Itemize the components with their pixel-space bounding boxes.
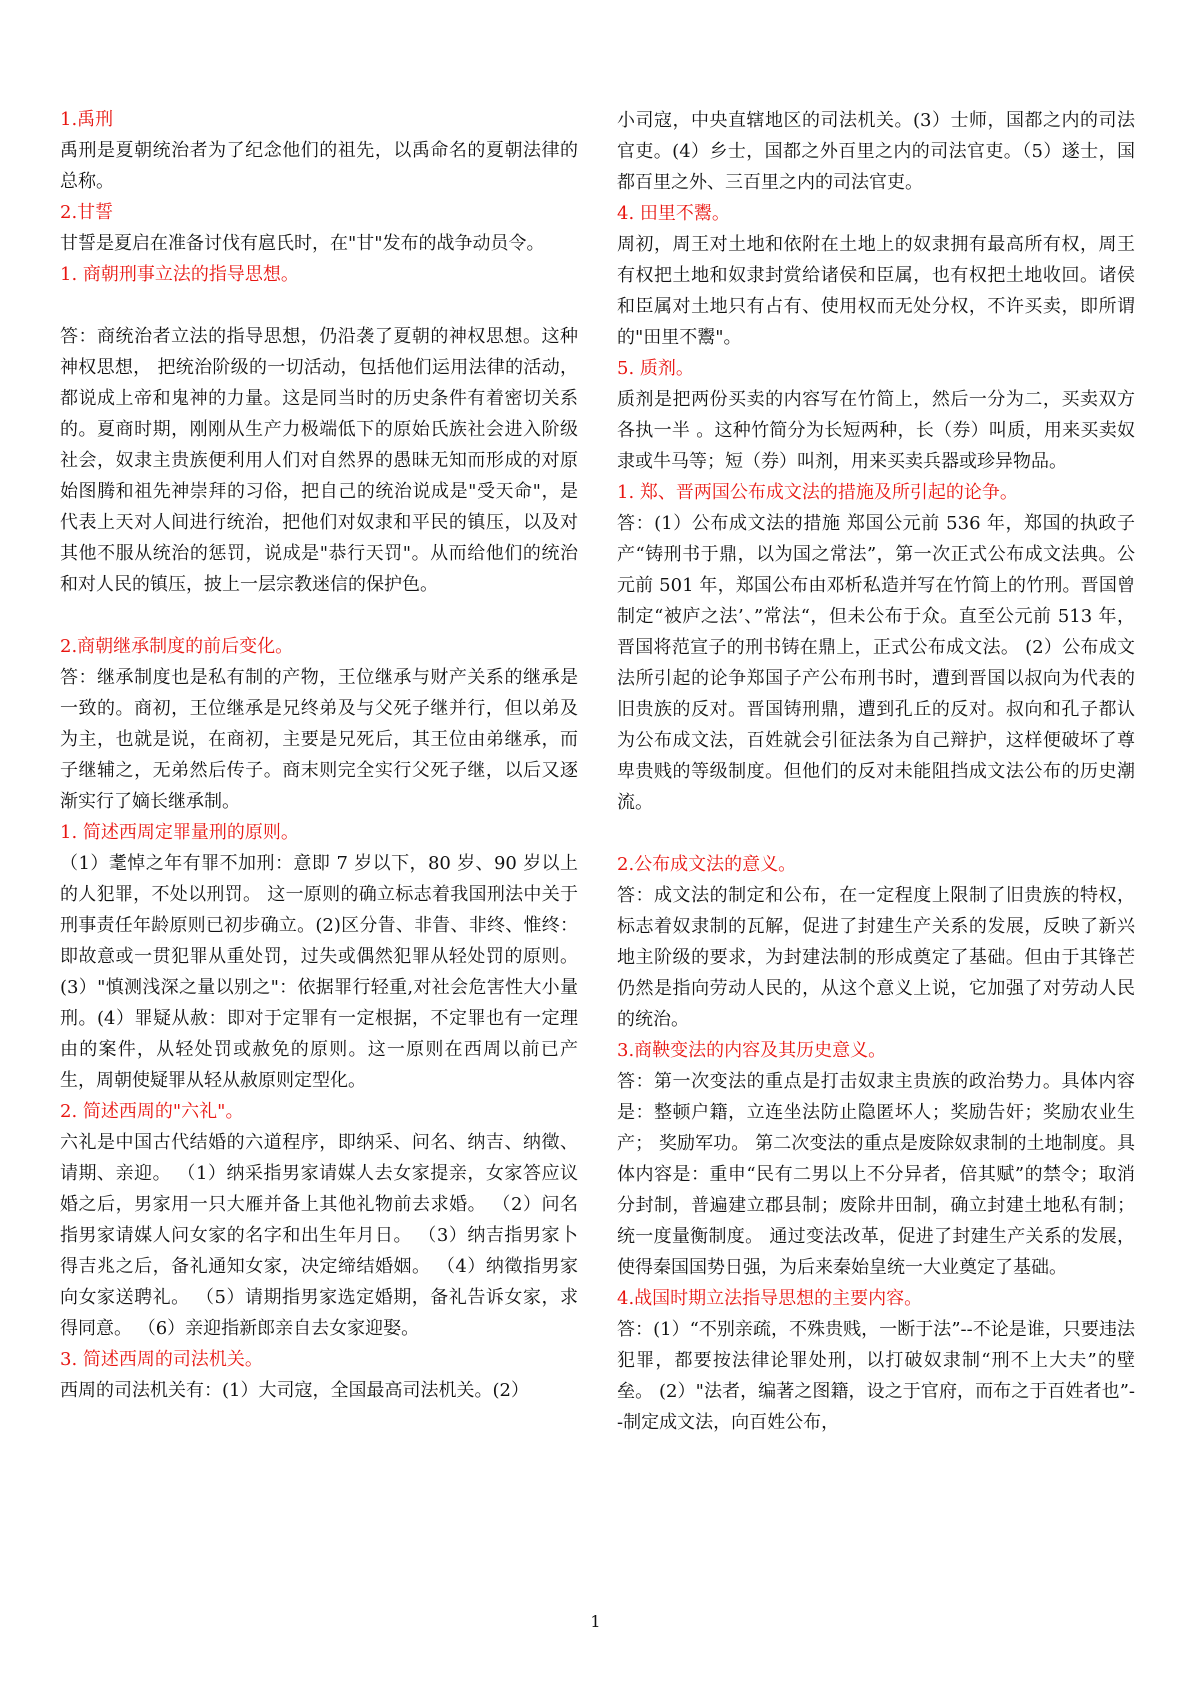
paragraph-six-rites: 六礼是中国古代结婚的六道程序，即纳采、问名、纳吉、纳徵、请期、亲迎。 （1）纳采指男家请媒人去女家提亲，女家答应议婚之后，男家用一只大雁并备上其他礼物前去求婚。 （2）问名指男家请媒人问女家的名字和出生年月日。 （3）纳吉指男家卜得吉兆之后，备礼通知女家，决定缔结婚姻。 （4）纳徵指男家向女家送聘礼。 （5）请期指男家选定婚期，备礼告诉女家，求得同意。 （6）亲迎指新郎亲自去女家迎娶。 bbox=[60, 1132, 578, 1339]
left-column bbox=[60, 104, 578, 1406]
heading-shang-succession: 2.商朝继承制度的前后变化。 bbox=[60, 636, 294, 657]
right-column bbox=[617, 105, 1135, 1438]
blank-line bbox=[60, 600, 578, 631]
paragraph-shang-yang-reform: 答：第一次变法的重点是打击奴隶主贵族的政治势力。具体内容是：整顿户籍，立连坐法防止隐匿坏人；奖励告奸；奖励农业生产； 奖励军功。 第二次变法的重点是废除奴隶制的土地制度。具体内容是：重申“民有二男以上不分异者，倍其赋”的禁令；取消分封制，普遍建立郡县制；废除井田制，确立封建土地私有制；统一度量衡制度。 通过变法改革，促进了封建生产关系的发展， 使得秦国国势日强，为后来秦始皇统一大业奠定了基础。 bbox=[617, 1071, 1135, 1278]
heading-shang-criminal-legislation: 1. 商朝刑事立法的指导思想。 bbox=[60, 264, 299, 285]
paragraph-judicial-organs: 西周的司法机关有：(1）大司寇，全国最高司法机关。(2） bbox=[60, 1380, 529, 1401]
paragraph-tian-li-bu-yu: 周初，周王对土地和依附在土地上的奴隶拥有最高所有权，周王有权把土地和奴隶封赏给诸侯和臣属，也有权把土地收回。诸侯和臣属对土地只有占有、使用权而无处分权，不许买卖，即所谓的"田里不鬻"。 bbox=[617, 234, 1135, 348]
paragraph-yu-xing: 禹刑是夏朝统治者为了纪念他们的祖先，以禹命名的夏朝法律的总称。 bbox=[60, 140, 578, 192]
paragraph-written-law-significance: 答：成文法的制定和公布，在一定程度上限制了旧贵族的特权，标志着奴隶制的瓦解，促进了封建生产关系的发展，反映了新兴地主阶级的要求，为封建法制的形成奠定了基础。但由于其锋芒仍然是指向劳动人民的，从这个意义上说，它加强了对劳动人民的统治。 bbox=[617, 885, 1135, 1030]
blank-line bbox=[60, 290, 578, 321]
heading-warring-states-legislation: 4.战国时期立法指导思想的主要内容。 bbox=[617, 1288, 923, 1309]
paragraph-western-zhou-sentencing: （1）耄悼之年有罪不加刑：意即 7 岁以下，80 岁、90 岁以上的人犯罪，不处以刑罚。 这一原则的确立标志着我国刑法中关于刑事责任年龄原则已初步确立。(2)区分眚、非眚、非终、惟终：即故意或一贯犯罪从重处罚，过失或偶然犯罪从轻处罚的原则。(3）"慎测浅深之量以别之"：依据罪行轻重,对社会危害性大小量刑。(4）罪疑从赦：即对于定罪有一定根据，不定罪也有一定理由的案件，从轻处罚或赦免的原则。这一原则在西周以前已产生，周朝使疑罪从轻从赦原则定型化。 bbox=[60, 853, 578, 1091]
heading-judicial-organs: 3. 简述西周的司法机关。 bbox=[60, 1349, 263, 1370]
blank-line bbox=[617, 818, 1135, 849]
heading-zhi-ji: 5. 质剂。 bbox=[617, 358, 694, 379]
paragraph-gan-shi: 甘誓是夏启在准备讨伐有扈氏时，在"甘"发布的战争动员令。 bbox=[60, 233, 545, 254]
heading-six-rites: 2. 简述西周的"六礼"。 bbox=[60, 1101, 244, 1122]
paragraph-warring-states-legislation: 答：(1）“不别亲疏，不殊贵贱，一断于法”--不论是谁，只要违法犯罪，都要按法律论罪处刑，以打破奴隶制“刑不上大夫”的壁垒。 (2）"法者，编著之图籍，设之于官府，而布之于百姓者也”--制定成文法，向百姓公布， bbox=[617, 1319, 1135, 1433]
heading-written-law-significance: 2.公布成文法的意义。 bbox=[617, 854, 797, 875]
paragraph-shang-succession: 答：继承制度也是私有制的产物，王位继承与财产关系的继承是一致的。商初，王位继承是兄终弟及与父死子继并行，但以弟及为主，也就是说，在商初，主要是兄死后，其王位由弟继承，而子继辅之，无弟然后传子。商末则完全实行父死子继，以后又逐渐实行了嫡长继承制。 bbox=[60, 667, 578, 812]
paragraph-zhi-ji: 质剂是把两份买卖的内容写在竹简上，然后一分为二，买卖双方各执一半 。这种竹简分为长短两种，长（券）叫质，用来买卖奴隶或牛马等；短（券）叫剂，用来买卖兵器或珍异物品。 bbox=[617, 389, 1135, 472]
paragraph-judicial-organs-continued: 小司寇，中央直辖地区的司法机关。(3）士师，国都之内的司法官吏。(4）乡士，国都之外百里之内的司法官吏。（5）遂士，国都百里之外、三百里之内的司法官吏。 bbox=[617, 110, 1135, 193]
heading-yu-xing: 1.禹刑 bbox=[60, 109, 114, 130]
heading-gan-shi: 2.甘誓 bbox=[60, 202, 114, 223]
heading-shang-yang-reform: 3.商鞅变法的内容及其历史意义。 bbox=[617, 1040, 887, 1061]
paragraph-shang-criminal-legislation: 答：商统治者立法的指导思想，仍沿袭了夏朝的神权思想。这种神权思想， 把统治阶级的一切活动，包括他们运用法律的活动，都说成上帝和鬼神的力量。这是同当时的历史条件有着密切关系的。夏商时期，刚刚从生产力极端低下的原始氏族社会进入阶级社会，奴隶主贵族便利用人们对自然界的愚昧无知而形成的对原始图腾和祖先神崇拜的习俗，把自己的统治说成是"受天命"，是代表上天对人间进行统治，把他们对奴隶和平民的镇压，以及对其他不服从统治的惩罚，说成是"恭行天罚"。从而给他们的统治和对人民的镇压，披上一层宗教迷信的保护色。 bbox=[60, 326, 578, 595]
paragraph-written-law-publication: 答：(1）公布成文法的措施 郑国公元前 536 年，郑国的执政子产“铸刑书于鼎，以为国之常法”，第一次正式公布成文法典。公元前 501 年，郑国公布由邓析私造并写在竹简上的竹刑。晋国曾制定“被庐之法’、”常法“，但未公布于众。直至公元前 513 年，晋国将范宣子的刑书铸在鼎上，正式公布成文法。 (2）公布成文法所引起的论争郑国子产公布刑书时，遭到晋国以叔向为代表的旧贵族的反对。晋国铸刑鼎，遭到孔丘的反对。叔向和孔子都认为公布成文法，百姓就会引征法条为自己辩护，这样便破坏了尊卑贵贱的等级制度。但他们的反对未能阻挡成文法公布的历史潮流。 bbox=[617, 513, 1135, 813]
heading-written-law-publication: 1. 郑、晋两国公布成文法的措施及所引起的论争。 bbox=[617, 482, 1018, 503]
page-number: 1 bbox=[590, 1612, 601, 1631]
heading-tian-li-bu-yu: 4. 田里不鬻。 bbox=[617, 203, 730, 224]
heading-western-zhou-sentencing: 1. 简述西周定罪量刑的原则。 bbox=[60, 822, 299, 843]
